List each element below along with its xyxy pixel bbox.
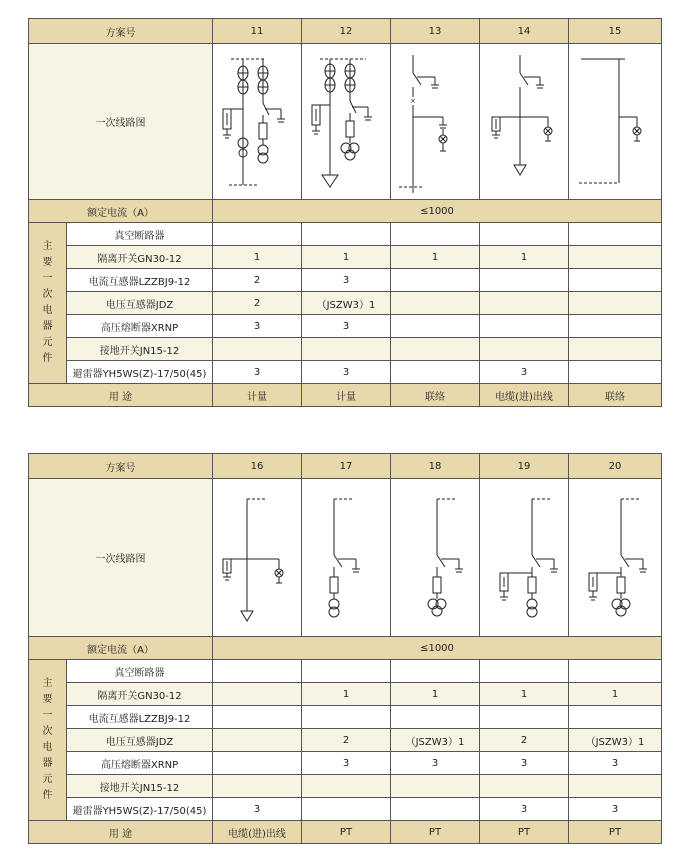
component-row [29,775,662,798]
component-qty: 3 [302,269,391,292]
component-row [29,361,662,384]
component-qty: 3 [480,798,569,821]
component-qty [213,706,302,729]
scheme-header-row [29,19,662,44]
component-qty [480,223,569,246]
component-name: 隔离开关GN30-12 [67,246,213,269]
component-qty: （JSZW3）1 [569,729,662,752]
component-qty: 2 [213,269,302,292]
circuit-diagram [213,44,302,200]
component-qty [569,775,662,798]
component-qty [213,223,302,246]
component-qty [391,775,480,798]
scheme-number: 11 [213,19,302,44]
component-row [29,269,662,292]
component-row [29,223,662,246]
usage-label: 用 途 [29,821,213,844]
component-qty [302,706,391,729]
component-qty [213,683,302,706]
component-row [29,683,662,706]
cable-feeder-arrester-icon [484,47,564,197]
component-qty [213,775,302,798]
component-qty: 3 [480,752,569,775]
component-qty: 2 [302,729,391,752]
diagram-label: 一次线路图 [29,479,213,637]
component-qty [302,660,391,683]
component-qty: 3 [569,798,662,821]
component-qty [569,361,662,384]
component-qty: 3 [213,315,302,338]
usage-value: 计量 [213,384,302,407]
usage-value: 电缆(进)出线 [480,384,569,407]
disconnector-pt-fuse-metering-icon [306,47,386,197]
component-row [29,246,662,269]
component-qty [569,315,662,338]
scheme-number: 19 [480,454,569,479]
component-qty [569,660,662,683]
busbar-indicator-icon [573,47,657,197]
usage-row [29,821,662,844]
rated-current-row [29,200,662,223]
component-name: 接地开关JN15-12 [67,338,213,361]
component-name: 接地开关JN15-12 [67,775,213,798]
component-qty: 2 [213,292,302,315]
circuit-diagram [391,479,480,637]
scheme-table-2 [28,453,662,844]
component-row [29,660,662,683]
usage-row [29,384,662,407]
disconnector-fuse-three-pt-icon [395,483,475,633]
component-qty [569,338,662,361]
circuit-diagram [302,479,391,637]
disconnector-fuse-pt-icon [306,483,386,633]
scheme-number-label: 方案号 [29,454,213,479]
component-qty [213,752,302,775]
component-row [29,338,662,361]
scheme-number: 13 [391,19,480,44]
usage-value: PT [391,821,480,844]
circuit-diagram [480,44,569,200]
component-qty [569,246,662,269]
component-name: 隔离开关GN30-12 [67,683,213,706]
component-qty [391,269,480,292]
component-name: 避雷器YH5WS(Z)-17/50(45) [67,798,213,821]
component-row [29,798,662,821]
component-qty [480,315,569,338]
component-qty: （JSZW3）1 [302,292,391,315]
component-qty: 1 [569,683,662,706]
component-qty [302,798,391,821]
diagram-row [29,44,662,200]
scheme-number-label: 方案号 [29,19,213,44]
component-group-label: 主 要 一 次 电 器 元 件 [29,660,67,821]
usage-value: PT [569,821,662,844]
component-qty [569,269,662,292]
scheme-table-1 [28,18,662,407]
component-name: 避雷器YH5WS(Z)-17/50(45) [67,361,213,384]
component-qty [391,660,480,683]
component-qty: 1 [391,246,480,269]
circuit-diagram [480,479,569,637]
usage-value: 联络 [391,384,480,407]
component-name: 高压熔断器XRNP [67,752,213,775]
scheme-number: 12 [302,19,391,44]
component-qty: 1 [302,246,391,269]
component-qty [480,660,569,683]
scheme-number: 16 [213,454,302,479]
component-qty: 3 [302,752,391,775]
component-qty: 3 [480,361,569,384]
scheme-number: 18 [391,454,480,479]
rated-current-label: 额定电流（A） [29,637,213,660]
usage-value: 电缆(进)出线 [213,821,302,844]
usage-value: 计量 [302,384,391,407]
component-name: 电压互感器JDZ [67,729,213,752]
rated-current-value: ≤1000 [213,637,662,660]
component-row [29,752,662,775]
component-name: 电流互感器LZZBJ9-12 [67,706,213,729]
component-qty: 3 [391,752,480,775]
component-qty [391,361,480,384]
circuit-diagram [391,44,480,200]
component-qty: 3 [302,315,391,338]
component-qty: 1 [480,683,569,706]
component-qty: 3 [213,361,302,384]
scheme-header-row [29,454,662,479]
component-row [29,706,662,729]
component-qty [480,269,569,292]
disconnector-fuse-three-pt-arrester-icon [573,483,657,633]
disconnector-fuse-pt-arrester-icon [484,483,564,633]
rated-current-label: 额定电流（A） [29,200,213,223]
component-qty [302,338,391,361]
usage-value: PT [480,821,569,844]
component-qty: 3 [302,361,391,384]
component-qty [302,775,391,798]
component-qty: 3 [569,752,662,775]
usage-label: 用 途 [29,384,213,407]
rated-current-row [29,637,662,660]
component-name: 真空断路器 [67,223,213,246]
component-qty [391,706,480,729]
component-qty [391,798,480,821]
usage-value: PT [302,821,391,844]
component-qty: 1 [302,683,391,706]
component-qty [569,223,662,246]
component-qty [480,775,569,798]
component-qty: 1 [391,683,480,706]
component-qty [391,292,480,315]
rated-current-value: ≤1000 [213,200,662,223]
component-qty [569,292,662,315]
component-row [29,292,662,315]
disconnector-ct-pt-metering-icon [217,47,297,197]
component-qty [391,315,480,338]
circuit-diagram [302,44,391,200]
component-qty [391,223,480,246]
component-qty [213,660,302,683]
scheme-number: 14 [480,19,569,44]
component-qty [213,729,302,752]
usage-value: 联络 [569,384,662,407]
component-name: 高压熔断器XRNP [67,315,213,338]
component-qty: 3 [213,798,302,821]
component-qty [480,338,569,361]
svg-text:×: × [410,96,416,105]
component-name: 真空断路器 [67,660,213,683]
component-name: 电压互感器JDZ [67,292,213,315]
component-qty [302,223,391,246]
component-row [29,729,662,752]
circuit-diagram [569,44,662,200]
diagram-label: 一次线路图 [29,44,213,200]
component-qty: 2 [480,729,569,752]
scheme-number: 17 [302,454,391,479]
component-qty [480,706,569,729]
component-name: 电流互感器LZZBJ9-12 [67,269,213,292]
diagram-row [29,479,662,637]
cable-arrester-indicator-icon [217,483,297,633]
component-qty [213,338,302,361]
component-qty: 1 [480,246,569,269]
circuit-diagram [213,479,302,637]
component-qty: 1 [213,246,302,269]
component-qty [569,706,662,729]
component-row [29,315,662,338]
scheme-number: 20 [569,454,662,479]
circuit-diagram [569,479,662,637]
component-qty [480,292,569,315]
scheme-number: 15 [569,19,662,44]
component-qty [391,338,480,361]
component-qty: （JSZW3）1 [391,729,480,752]
component-group-label: 主 要 一 次 电 器 元 件 [29,223,67,384]
breaker-earth-switch-icon [395,47,475,197]
